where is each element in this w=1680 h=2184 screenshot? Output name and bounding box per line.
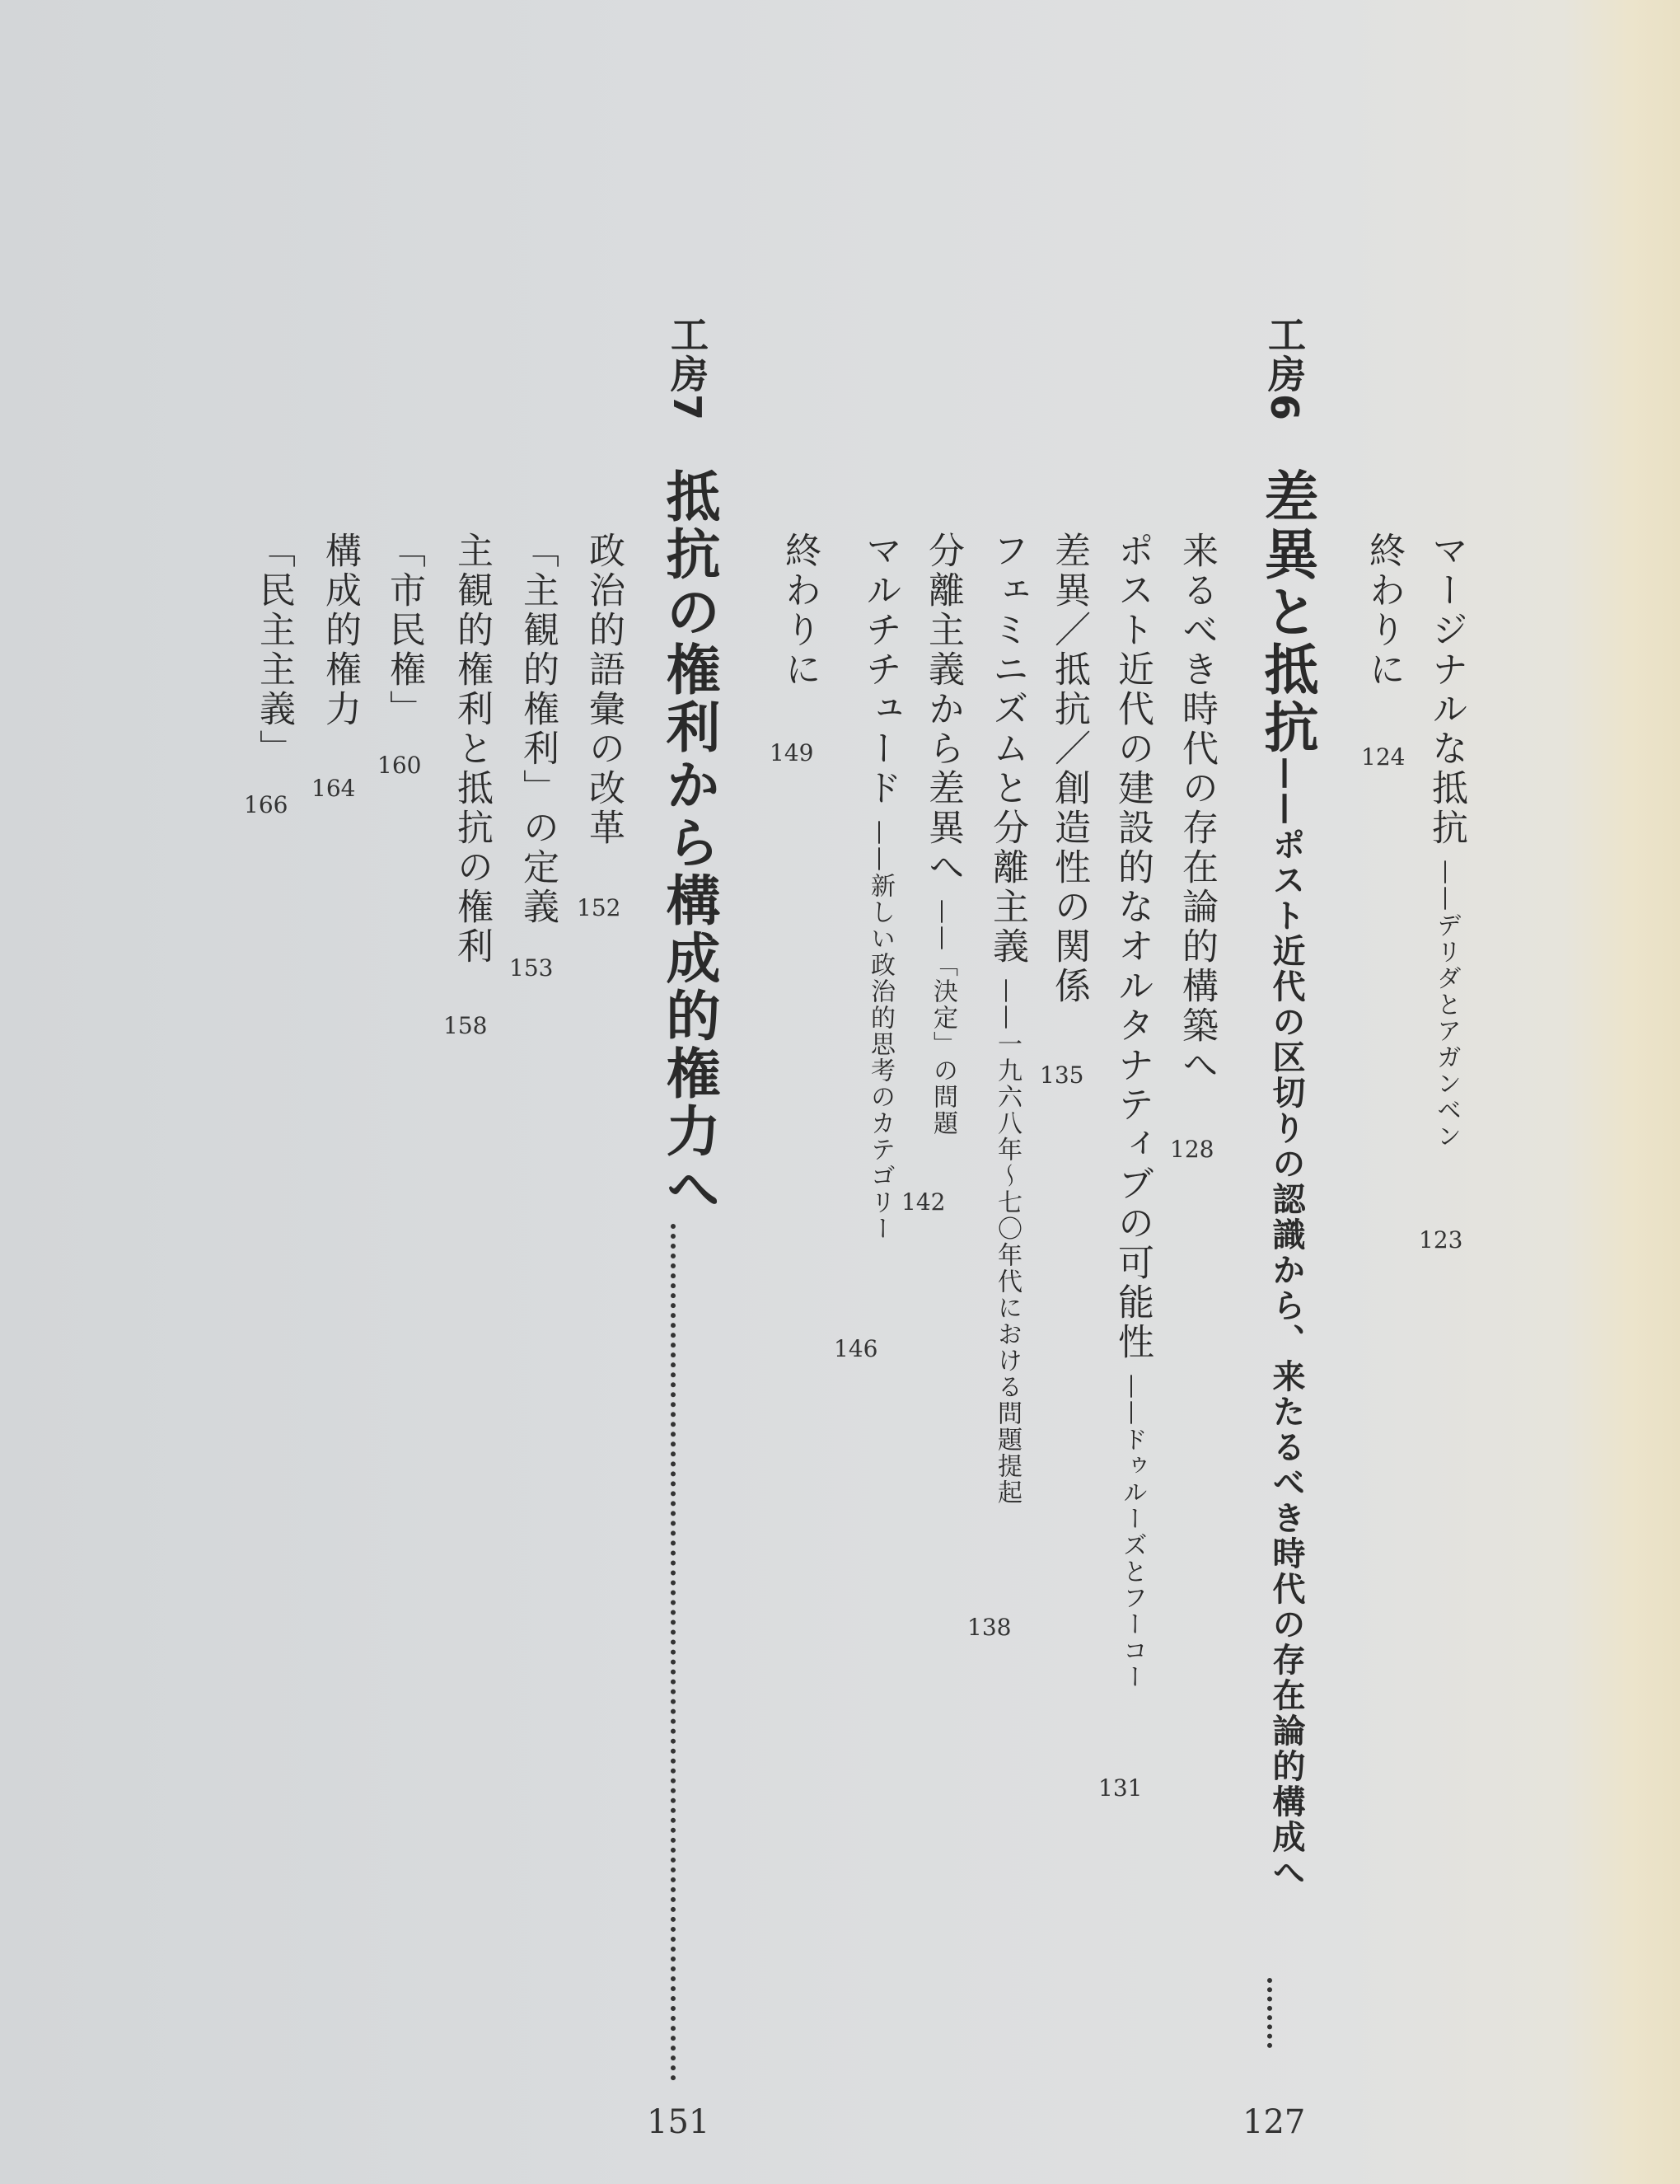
toc-entry-subjective-rights-resistance: [445, 532, 498, 967]
page-number: 152: [577, 894, 621, 921]
toc-entry-constituent-power: [313, 532, 366, 729]
toc-entry-title: 「民主主義」: [253, 532, 295, 769]
page-number: 160: [377, 752, 422, 779]
toc-entry-title: 終わりに: [779, 532, 821, 690]
chapter-7-main-title: 抵抗の権利から構成的権力へ: [657, 468, 720, 1218]
workshop-7-label: 工房7: [665, 315, 709, 423]
toc-entry-title: 終わりに: [1363, 532, 1405, 690]
toc-entry-postmodern-alternatives: [1106, 532, 1158, 1690]
dot-leader: [671, 1224, 681, 2081]
toc-entry-marginal-resistance: [1420, 532, 1472, 1150]
page-number: 135: [1040, 1062, 1084, 1089]
page-number: 138: [967, 1614, 1012, 1641]
workshop-6-label: 工房6: [1262, 315, 1307, 423]
toc-entry-title: マージナルな抵抗: [1425, 532, 1467, 848]
toc-entry-title: 「主観的権利」の定義: [517, 532, 559, 927]
page-number: 158: [443, 1012, 488, 1039]
chapter-6-subtitle: ——ポスト近代の区切りの認識から、来たるべき時代の存在論的構成へ: [1267, 757, 1305, 1891]
toc-entry-title: 差異／抵抗／創造性の関係: [1048, 532, 1090, 1006]
toc-entry-closing-2: [773, 532, 826, 690]
page-number: 164: [311, 775, 356, 802]
toc-entry-closing-1: [1357, 532, 1410, 690]
chapter-7-page-number: 151: [647, 2103, 710, 2141]
page-number: 166: [244, 791, 288, 818]
toc-entry-title: フェミニズムと分離主義: [986, 532, 1028, 967]
page-number: 153: [509, 954, 554, 982]
page-number: 146: [834, 1335, 878, 1362]
toc-entry-title: 「市民権」: [383, 532, 425, 729]
toc-entry-separatism-to-difference: [916, 532, 969, 1137]
page-number: 142: [901, 1188, 946, 1216]
toc-entry-title: マルチチュード: [859, 532, 901, 808]
chapter-6-page-number: 127: [1242, 2103, 1306, 2141]
toc-entry-title: ポスト近代の建設的なオルタナティブの可能性: [1111, 532, 1154, 1362]
toc-entry-title: 分離主義から差異へ: [922, 532, 964, 888]
toc-entry-subtitle: ——「決定」の問題: [929, 899, 957, 1137]
toc-entry-difference-resistance: [1042, 532, 1095, 1006]
toc-entry-subtitle: ——一九六八年〜七〇年代における問題提起: [993, 978, 1022, 1506]
page-number: 123: [1419, 1226, 1463, 1254]
page-number: 131: [1098, 1774, 1143, 1802]
dot-leader: [1267, 1978, 1277, 2048]
toc-entry-subtitle: ——ドゥルーズとフーコー: [1118, 1374, 1147, 1690]
chapter-7-title: [649, 468, 728, 1218]
page-number: 124: [1361, 743, 1406, 771]
chapter-6-main-title: 差異と抵抗: [1255, 468, 1318, 757]
page-number: 149: [770, 739, 814, 766]
toc-entry-citizenship: [377, 532, 430, 729]
toc-entry-subjective-rights-definition: [511, 532, 564, 927]
toc-entry-democracy: [247, 532, 300, 769]
toc-entry-title: 政治的語彙の改革: [583, 532, 625, 848]
toc-entry-subtitle: ——新しい政治的思考のカテゴリー: [866, 820, 895, 1242]
chapter-6-title: [1247, 468, 1326, 1891]
toc-entry-multitude: [854, 532, 906, 1242]
toc-entry-title: 構成的権力: [319, 532, 361, 729]
toc-entry-feminism-separatism: [980, 532, 1033, 1506]
toc-entry-political-vocabulary: [577, 532, 629, 848]
toc-entry-title: 主観的権利と抵抗の権利: [451, 532, 493, 967]
toc-entry-ontological-construction: [1170, 532, 1223, 1085]
toc-entry-title: 来るべき時代の存在論的構築へ: [1176, 532, 1218, 1085]
page-number: 128: [1170, 1136, 1214, 1163]
toc-entry-subtitle: ——デリダとアガンベン: [1432, 860, 1461, 1150]
